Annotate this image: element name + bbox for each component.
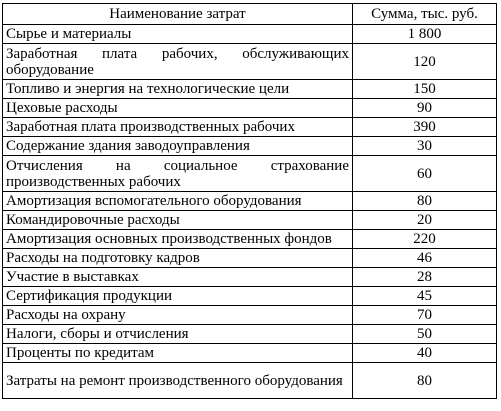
cost-name-cell: Сертификация продукции [3,287,353,306]
cost-name-cell: Сырье и материалы [3,25,353,44]
cost-value-cell: 20 [353,211,497,230]
cost-name-cell: Амортизация вспомогательного оборудования [3,192,353,211]
cost-table [2,3,497,399]
header-cost-sum: Сумма, тыс. руб. [353,4,497,25]
cost-value-cell: 40 [353,344,497,363]
cost-name-cell: Заработная плата рабочих, обслуживающих оборудование [3,44,353,80]
cost-value-cell: 80 [353,363,497,399]
cost-name-cell: Заработная плата производственных рабочих [3,118,353,137]
cost-name-cell: Содержание здания заводоуправления [3,137,353,156]
cost-name-cell: Затраты на ремонт производственного оборудования [3,363,353,399]
table-row [3,99,497,118]
cost-value-cell: 80 [353,192,497,211]
cost-value-cell: 220 [353,230,497,249]
cost-name-cell: Отчисления на социальное страхование производственных рабочих [3,156,353,192]
cost-value-cell: 28 [353,268,497,287]
table-row [3,211,497,230]
table-row [3,25,497,44]
table-row [3,230,497,249]
table-row [3,249,497,268]
cost-value-cell: 1 800 [353,25,497,44]
table-header-row [3,4,497,25]
table-row [3,192,497,211]
table-row [3,118,497,137]
cost-name-cell: Цеховые расходы [3,99,353,118]
table-row [3,44,497,80]
cost-name-cell: Командировочные расходы [3,211,353,230]
table-row [3,287,497,306]
cost-value-cell: 70 [353,306,497,325]
cost-name-cell: Налоги, сборы и отчисления [3,325,353,344]
table-row [3,344,497,363]
cost-value-cell: 60 [353,156,497,192]
table-row [3,306,497,325]
cost-name-cell: Участие в выставках [3,268,353,287]
header-cost-name: Наименование затрат [3,4,353,25]
cost-value-cell: 30 [353,137,497,156]
table-row [3,137,497,156]
cost-name-cell: Расходы на охрану [3,306,353,325]
table-row [3,325,497,344]
table-row [3,80,497,99]
cost-name-cell: Топливо и энергия на технологические цели [3,80,353,99]
cost-value-cell: 390 [353,118,497,137]
cost-value-cell: 90 [353,99,497,118]
cost-value-cell: 50 [353,325,497,344]
cost-value-cell: 46 [353,249,497,268]
cost-name-cell: Амортизация основных производственных фондов [3,230,353,249]
table-row [3,268,497,287]
cost-name-cell: Проценты по кредитам [3,344,353,363]
cost-value-cell: 120 [353,44,497,80]
cost-value-cell: 150 [353,80,497,99]
table-row [3,156,497,192]
cost-value-cell: 45 [353,287,497,306]
table-row [3,363,497,399]
cost-name-cell: Расходы на подготовку кадров [3,249,353,268]
